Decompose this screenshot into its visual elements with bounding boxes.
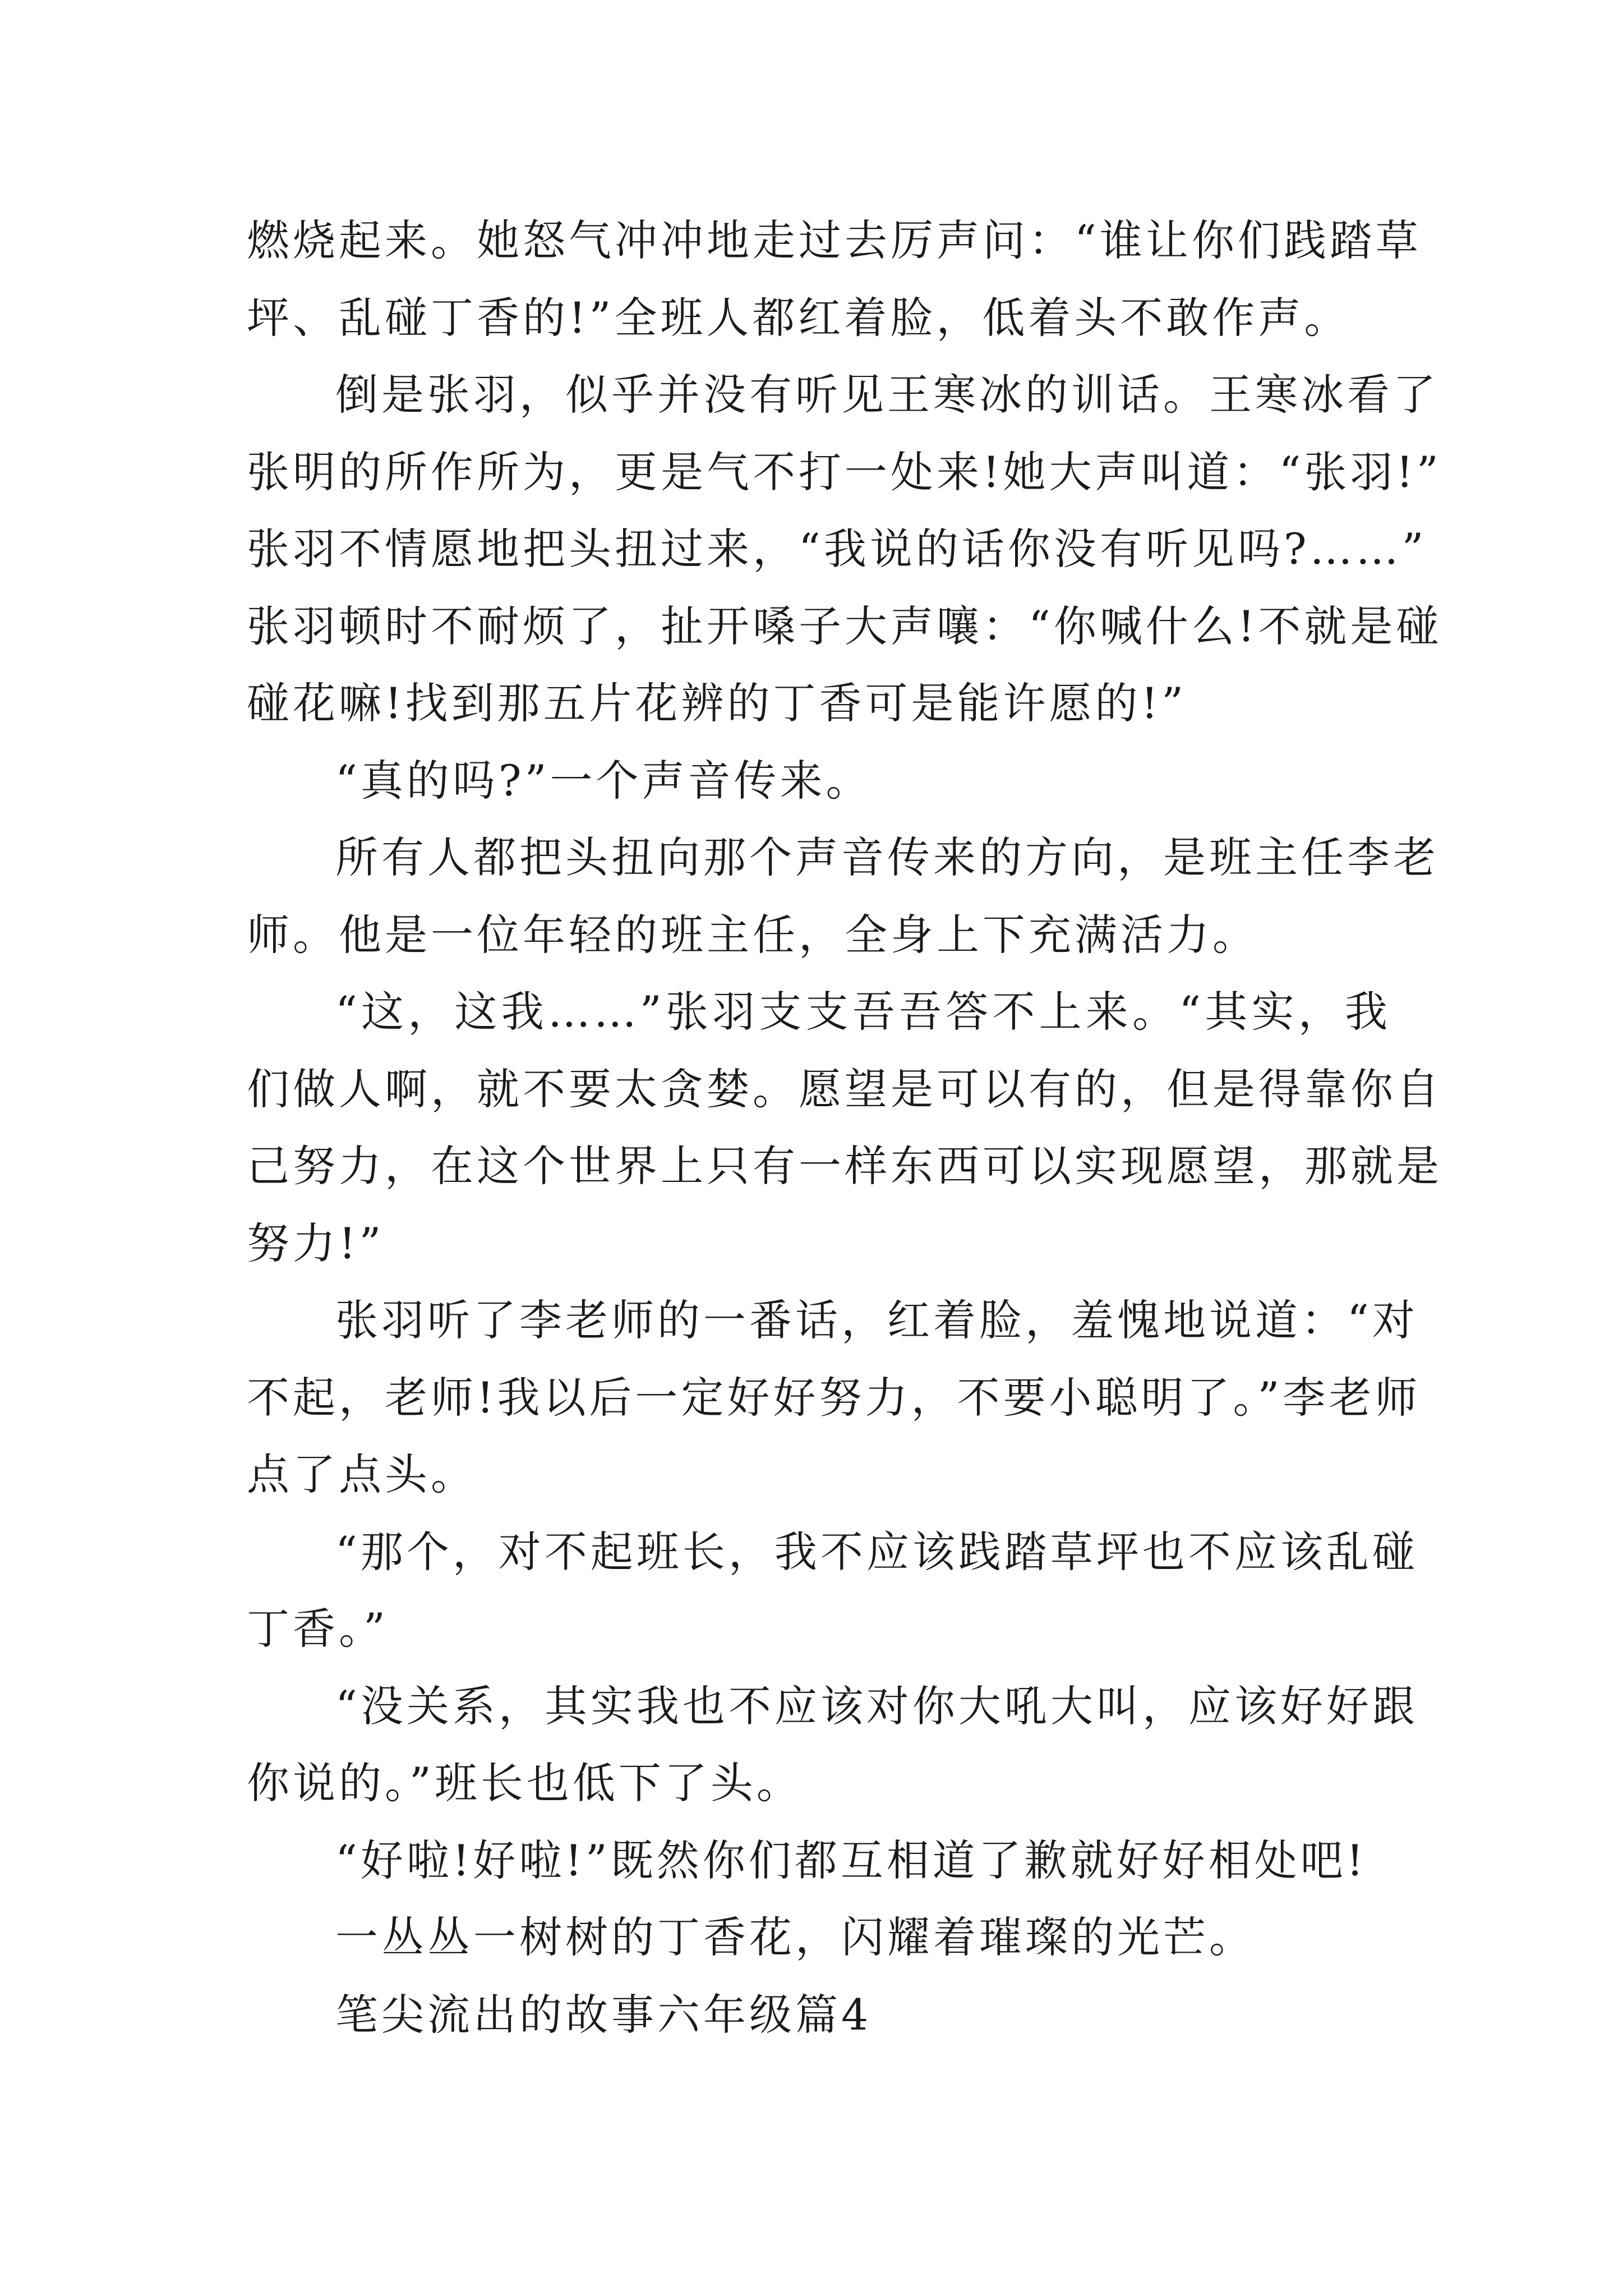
text-line: 张羽不情愿地把头扭过来，“我说的话你没有听见吗?……” (247, 524, 1427, 574)
text-line: 努力!” (247, 1218, 385, 1268)
text-line: 丁香。” (247, 1604, 389, 1654)
text-line: 一丛丛一树树的丁香花，闪耀着璀璨的光芒。 (335, 1912, 1255, 1962)
document-page (247, 202, 1442, 2053)
text-line: 坪、乱碰丁香的!”全班人都红着脸，低着头不敢作声。 (247, 292, 1350, 343)
text-line: 碰花嘛!找到那五片花辨的丁香可是能许愿的!” (247, 678, 1187, 728)
text-line: 不起，老师!我以后一定好好努力，不要小聪明了。”李老师 (247, 1372, 1421, 1423)
text-line: “真的吗?”一个声音传来。 (335, 755, 872, 806)
text-line: 己努力，在这个世界上只有一样东西可以实现愿望，那就是 (247, 1141, 1442, 1191)
text-line: 点了点头。 (247, 1450, 477, 1499)
text-line: “这，这我……”张羽支支吾吾答不上来。“其实，我 (335, 987, 1391, 1037)
text-line: 张羽顿时不耐烦了，扯开嗓子大声嚷：“你喊什么!不就是碰 (247, 601, 1442, 651)
text-line: 张羽听了李老师的一番话，红着脸，羞愧地说道：“对 (335, 1295, 1418, 1345)
text-line: 燃烧起来。她怒气冲冲地走过去厉声问：“谁让你们践踏草 (247, 215, 1422, 265)
text-line: 倒是张羽，似乎并没有听见王寒冰的训话。王寒冰看了 (335, 370, 1439, 420)
text-line: “那个，对不起班长，我不应该践踏草坪也不应该乱碰 (335, 1526, 1418, 1577)
text-line: “好啦!好啦!”既然你们都互相道了歉就好好相处吧! (335, 1835, 1367, 1885)
text-line: 所有人都把头扭向那个声音传来的方向，是班主任李老 (335, 832, 1439, 882)
text-line: “没关系，其实我也不应该对你大吼大叫，应该好好跟 (335, 1681, 1418, 1731)
text-line: 张明的所作所为，更是气不打一处来!她大声叫道：“张羽!” (247, 447, 1442, 497)
text-line: 你说的。”班长也低下了头。 (247, 1758, 803, 1808)
text-line: 们做人啊，就不要太贪婪。愿望是可以有的，但是得靠你自 (247, 1064, 1442, 1114)
text-line: 师。他是一位年轻的班主任，全身上下充满活力。 (247, 909, 1258, 960)
section-heading: 笔尖流出的故事六年级篇4 (335, 1989, 872, 2040)
